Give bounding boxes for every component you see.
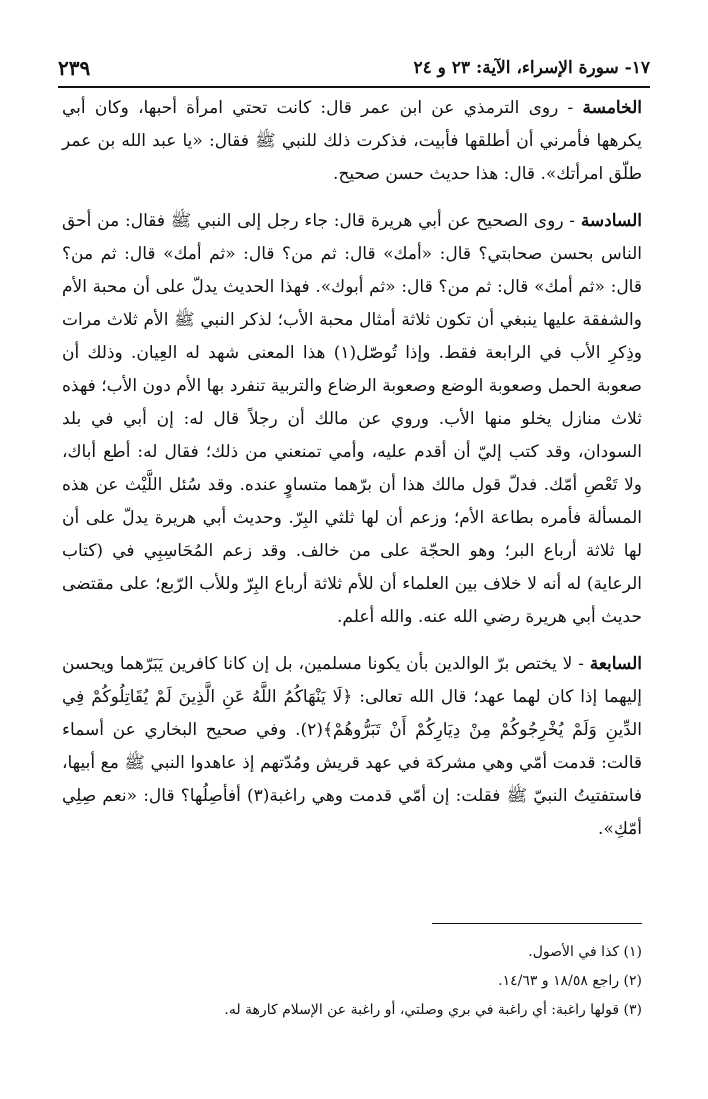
footnote-1: (١) كذا في الأصول. bbox=[528, 944, 642, 960]
paragraph-text: - روى الصحيح عن أبي هريرة قال: جاء رجل إلى النبي ﷺ فقال: من أحق الناس بحسن صحابتي؟ قال: «أمك» قال: ثم من؟ قال: «ثم أمك» قال: ثم من؟ قال: «ثم أمك» قال: ثم من؟ قال: «ثم أبوك». فهذا الحديث يدلّ على أن محبة الأم والشفقة عليها ينبغي أن تكون ثلاثة أمثال محبة الأب؛ لذكر النبي ﷺ الأم ثلاث مرات وذِكرِ الأب في الرابعة فقط. وإذا تُوصّل(١) هذا المعنى شهد له العِيان. وذلك أن صعوبة الحمل وصعوبة الوضع وصعوبة الرضاع والتربية تنفرد بها الأم دون الأب؛ فهذه ثلاث منازل يخلو منها الأب. وروي عن مالك أن رجلاً قال له: إن أبي في بلد السودان، وقد كتب إليّ أن أقدم عليه، وأمي تمنعني من ذلك؛ فقال له: أطع أباك، ولا تَعْصِ أمّك. فدلّ قول مالك هذا أن برّهما متساوٍ عنده. وقد سُئل اللَّيْث عن هذه المسألة فأمره بطاعة الأم؛ وزعم أن لها ثلثي البِرّ. وحديث أبي هريرة يدلّ على أن لها ثلاثة أرباع البر؛ وهو الحجّة على من خالف. وقد زعم المُحَاسِبِي في (كتاب الرعاية) له أنه لا خلاف بين العلماء أن للأم ثلاثة أرباع البِرّ وللأب الرّبع؛ على مقتضى حديث أبي هريرة رضي الله عنه. والله أعلم. bbox=[62, 211, 642, 627]
paragraph-text: - روى الترمذي عن ابن عمر قال: كانت تحتي امرأة أحبها، وكان أبي يكرهها فأمرني أن أطلقها فأبيت، فذكرت ذلك للنبي ﷺ فقال: «يا عبد الله بن عمر طلّق امرأتك». قال: هذا حديث حسن صحيح. bbox=[62, 98, 642, 184]
paragraph-lead: السابعة bbox=[589, 654, 642, 674]
footnote-2: (٢) راجع ١٨/٥٨ و ١٤/٦٣. bbox=[498, 973, 642, 989]
paragraph-fifth bbox=[62, 92, 642, 191]
paragraph-seventh bbox=[62, 648, 642, 846]
paragraph-lead: الخامسة bbox=[582, 98, 642, 118]
page-number: ٢٣٩ bbox=[58, 56, 91, 80]
footnotes bbox=[62, 938, 642, 1025]
paragraph-lead: السادسة bbox=[580, 211, 642, 231]
main-text bbox=[62, 92, 642, 860]
paragraph-sixth bbox=[62, 205, 642, 634]
footnote-divider bbox=[432, 923, 642, 924]
footnote-3: (٣) قولها راغبة: أي راغبة في بري وصلتي، أو راغبة عن الإسلام كارهة له. bbox=[224, 1002, 642, 1018]
chapter-title: ١٧- سورة الإسراء، الآية: ٢٣ و ٢٤ bbox=[413, 58, 650, 78]
running-header bbox=[58, 52, 650, 84]
paragraph-text: - لا يختص برّ الوالدين بأن يكونا مسلمين، بل إن كانا كافرين يَبَرّهما ويحسن إليهما إذا كان لهما عهد؛ قال الله تعالى: ﴿لَا يَنْهَاكُمُ اللَّهُ عَنِ الَّذِينَ لَمْ يُقَاتِلُوكُمْ فِي الدِّينِ وَلَمْ يُخْرِجُوكُمْ مِنْ دِيَارِكُمْ أَنْ تَبَرُّوهُمْ﴾(٢). وفي صحيح البخاري عن أسماء قالت: قدمت أمّي وهي مشركة في عهد قريش ومُدّتهم إذ عاهدوا النبي ﷺ مع أبيها، فاستفتيتُ النبيّ ﷺ فقلت: إن أمّي قدمت وهي راغبة(٣) أفأصِلُها؟ قال: «نعم صِلِي أمّكِ». bbox=[62, 654, 643, 839]
header-divider bbox=[58, 86, 650, 88]
